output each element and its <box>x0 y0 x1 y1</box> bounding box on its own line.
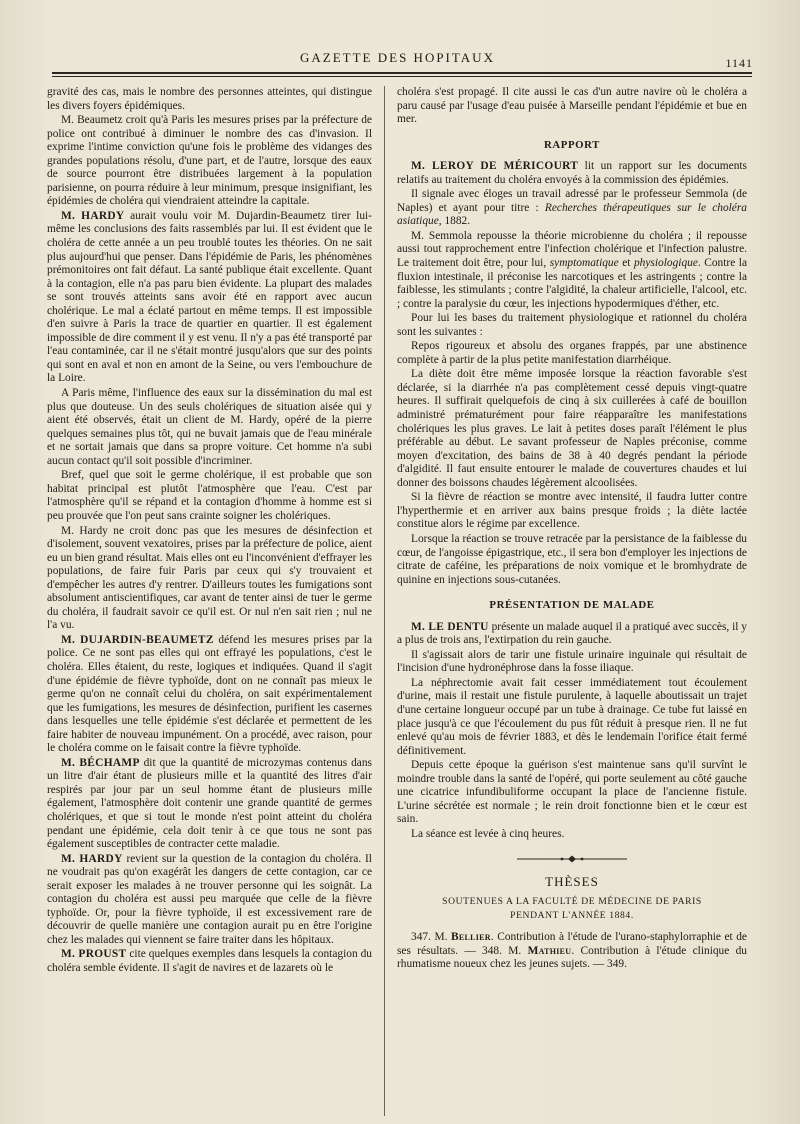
theses-subtitle <box>397 895 747 923</box>
right-column <box>397 86 747 1116</box>
paragraph <box>397 160 747 187</box>
speaker-name: M. LEROY DE MÉRICOURT <box>411 160 579 173</box>
paragraph-text: présente un malade auquel il a pratiqué avec succès, il y a plus de trois ans, l'extirpation du rein gauche. <box>397 620 747 647</box>
paragraph-text: M. Semmola repousse la théorie microbienne du choléra ; il repousse aussi tout rapprochement entre l'infection cholérique et l'infection palustre. Le traitement doit être, pour lui, <box>397 229 747 270</box>
running-title: GAZETTE DES HOPITAUX <box>300 50 495 65</box>
paragraph: Depuis cette époque la guérison s'est maintenue sans qu'il survînt le moindre trouble dans la santé de l'opéré, qui porte seulement au côté gauche une cicatrice infundibuliforme occupant la place de l'ancienne fistule. L'urine sécrétée est normale ; le rein droit fonctionne bien et le cœur est sain. <box>397 759 747 826</box>
speaker-name: M. HARDY <box>61 852 123 865</box>
left-column <box>47 86 372 1116</box>
paragraph: La néphrectomie avait fait cesser immédiatement tout écoulement d'urine, mais il restait une fistule purulente, à laquelle aboutissait un trajet d'une certaine longueur occupé par un tube à drainage. Ce tube fut laissé en place jusqu'à ce que l'écoulement du pus fût réduit à presque rien. Il ne fut enlevé qu'au mois de février 1883, et dès le lendemain l'orifice était fermé définitivement. <box>397 676 747 757</box>
paragraph-text: défend les mesures prises par la police. Ce ne sont pas elles qui ont effrayé les populations, c'est le choléra. Elles étaient, du reste, logiques et indiquées. Quand il s'agit d'une épidémie de fièvre typhoïde, dont on ne connaît pas mieux le germe qu'on ne connaît celui du choléra, on sait expérimentalement que les fumigations, les mesures de désinfection, purifient les casernes dans lesquelles une telle épidémie s'est déclarée et permettent de les faire habiter de nouveau impunément. On a procédé, avec raison, pour le choléra comme on le faisait contre la fièvre typhoïde. <box>47 633 372 755</box>
paragraph: M. Beaumetz croit qu'à Paris les mesures prises par la préfecture de police ont contribué à diminuer le nombre des cas d'invasion. Il exprime l'intime conviction qu'une fois le problème des vidanges des grandes populations résolu, d'une part, et de l'autre, lorsque des eaux de source pourront être distribuées largement à la population parisienne, on pourra réduire à leur minimum, presque insignifiant, les épidémies de choléra qui viendraient atteindre la capitale. <box>47 114 372 208</box>
paragraph-text: 347. M. <box>411 930 448 943</box>
paragraph <box>397 188 747 229</box>
paragraph-text: dit que la quantité de microzymas contenus dans un litre d'air étant de plusieurs mille et la quantité des litres d'air respirés par jour par un seul homme étant de plusieurs mille également, l'atmosphère doit contenir une grande quantité de germes cholériques, et que si tout le monde n'est point atteint du choléra pendant une épidémie, cela doit tenir à ce que tous ne sont pas également susceptibles de contracter cette maladie. <box>47 756 372 851</box>
page-number: 1141 <box>725 56 753 70</box>
paragraph-text: revient sur la question de la contagion du choléra. Il ne voudrait pas qu'on exagérât les dangers de cette contagion, car ce serait exposer les malades à ne trouver personne qui les soignât. La contagion du choléra est aussi peu marquée que celle de la fièvre typhoïde. Or, pour la fièvre typhoïde, il est excessivement rare de découvrir de quelle manière une contagion aurait pu en être l'origine chez les malades qui viennent se faire traiter dans les hôpitaux. <box>47 852 372 946</box>
paragraph: Repos rigoureux et absolu des organes frappés, par une abstinence complète à partir de la plus petite manifestation diarrhéique. <box>397 340 747 366</box>
paragraph: Pour lui les bases du traitement physiologique et rationnel du choléra sont les suivantes : <box>397 312 747 338</box>
paragraph: gravité des cas, mais le nombre des personnes atteintes, qui distingue les divers foyers épidémiques. <box>47 86 372 112</box>
speaker-name: M. LE DENTU <box>411 620 489 633</box>
paragraph: Si la fièvre de réaction se montre avec intensité, il faudra lutter contre l'hyperthermie et en arriver aux bains presque froids ; la diète lactée constitue alors le régime par excellence. <box>397 491 747 531</box>
paragraph <box>397 621 747 648</box>
paragraph <box>397 931 747 972</box>
paragraph-text: Il signale avec éloges un travail adressé par le professeur Semmola (de Naples) et ayant pour titre : <box>397 188 747 214</box>
paragraph: Lorsque la réaction se trouve retracée par la persistance de la faiblesse du cœur, de l'angoisse épigastrique, etc., il sera bon d'employer les injections de citrate de caféine, les préparations de noix vomique et le bromhydrate de quinine en injections sous-cutanées. <box>397 532 747 586</box>
speaker-name: M. PROUST <box>61 948 127 961</box>
paragraph <box>47 757 372 852</box>
speaker-name: M. BÉCHAMP <box>61 756 140 769</box>
author-name: Bellier <box>450 930 491 943</box>
author-name: Mathieu <box>527 944 572 957</box>
paragraph <box>47 210 372 386</box>
paragraph: La séance est levée à cinq heures. <box>411 827 565 840</box>
theses-subtitle-line: PENDANT L'ANNÉE 1884. <box>510 909 634 921</box>
column-divider <box>384 86 385 1116</box>
paragraph <box>47 634 372 756</box>
header-rule <box>52 72 752 74</box>
paragraph-text: aurait voulu voir M. Dujardin-Beaumetz tirer lui-même les conclusions des faits rassemblés par lui. Il est évident que le choléra de cette année a un peu troublé toutes les théories. On ne sait plus aujourd'hui que penser. Dans l'épidémie de Paris, les phénomènes prémonitoires ont fait défaut. La santé publique était excellente. Quant à la contagion, elle n'a pas paru bien évidente. La plupart des malades se sont trouvés atteints sans avoir été en rapport avec aucun cholérique. Le mal a éclaté partout en même temps. Il est impossible d'en suivre à Paris la trace de quartier en quartier. Il est également impossible de dire comment il y est venu. Il n'y a pas été transporté par l'eau contaminée, car il ne s'était montré jusqu'alors que sur des points qui sont en aval et non en amont de la Seine, ou vers l'embouchure de la Loire. <box>47 209 372 385</box>
theses-subtitle-line: SOUTENUES A LA FACULTÉ DE MÉDECINE DE PARIS <box>442 895 702 907</box>
paragraph <box>47 948 372 975</box>
paragraph <box>47 853 372 948</box>
speaker-name: M. HARDY <box>61 209 125 222</box>
ornament-divider <box>517 855 627 863</box>
emphasis: symptomatique <box>549 257 619 270</box>
paragraph: choléra s'est propagé. Il cite aussi le cas d'un autre navire où le choléra a paru causé par l'usage d'eau puisée à Marseille pendant l'épidémie et bue en mer. <box>397 86 747 126</box>
section-title-presentation: PRÉSENTATION DE MALADE <box>489 599 655 612</box>
paragraph-text: . Contribution à l'étude de l'urano-staphylorraphie et de ses résultats. — 348. M. <box>397 930 747 957</box>
paragraph-text: et <box>622 257 631 270</box>
header-rule-thin <box>52 76 752 77</box>
paragraph: A Paris même, l'influence des eaux sur la dissémination du mal est plus que douteuse. Un des seuls cholériques de situation aisée qui y aient été observés, était un client de M. Hardy, opéré de la pierre quelques semaines plus tôt, qui ne buvait jamais que de l'eau minérale et ne sortait jamais que dans sa propre voiture. Cet homme n'a subi aucun contact qu'il soit possible d'incriminer. <box>47 387 372 467</box>
paragraph-text: cite quelques exemples dans lesquels la contagion du choléra semble évidente. Il s'agit de navires et de lazarets où le <box>47 948 372 974</box>
paragraph: La diète doit être même imposée lorsque la réaction favorable s'est déclarée, si la diarrhée n'a pas complètement cessé depuis vingt-quatre heures. Il suffirait quelquefois de cinq à six cuillerées à café de bouillon administré prématurément pour faire réapparaître les manifestations cholériques les plus graves. Le lait à petites doses paraît l'élément le plus préférable au début. Le savant professeur de Naples préconise, comme moyen d'excitation, des bains de 38 à 40 degrés pendant la période d'algidité. Il faut ensuite entourer le malade de couvertures chaudes et lui donner des boissons chaudes légèrement alcoolisées. <box>397 368 747 489</box>
speaker-name: M. DUJARDIN-BEAUMETZ <box>61 633 214 646</box>
page-header <box>40 44 755 74</box>
section-title-rapport: RAPPORT <box>543 138 600 151</box>
paragraph: M. Hardy ne croit donc pas que les mesures de désinfection et d'isolement, souvent vexatoires, prises par la préfecture de police, aient eu un bien grand résultat. Mais elles ont eu l'inconvénient d'effrayer les populations, de faire fuir Paris par ceux qui s'y trouvaient et d'empêcher les autres d'y rentrer. D'ailleurs toutes les fumigations sont absolument antiscientifiques, car avant de tenter ainsi de tuer le germe du choléra, il faudrait savoir ce qu'il est. Or nul n'en sait rien ; nul ne l'a vu. <box>47 524 372 632</box>
section-title-theses: THÈSES <box>545 874 599 890</box>
paragraph-text: . Contribution à l'étude clinique du rhumatisme noueux chez les jeunes sujets. — 349. <box>397 944 747 971</box>
paragraph-text: . Contre la fluxion intestinale, il préconise les narcotiques et les astringents ; contre la faiblesse, les stimulants ; contre l'algidité, la chaleur artificielle, l'alcool, etc. ; contre la paralysie du cœur, les injections hypodermiques d'éther, etc. <box>397 257 747 310</box>
paragraph: Bref, quel que soit le germe cholérique, il est probable que son habitat principal est plutôt l'atmosphère que l'eau. C'est par l'atmosphère qu'il se répand et la contagion d'homme à homme est si peu prouvée que l'on peut sans crainte soigner les cholériques. <box>47 469 372 522</box>
paragraph: Il s'agissait alors de tarir une fistule urinaire inguinale qui résultait de l'incision d'une hydronéphrose dans la fosse iliaque. <box>397 648 747 675</box>
paragraph <box>397 230 747 311</box>
paragraph-text: , 1882. <box>438 215 471 228</box>
emphasis: physiologique <box>633 257 698 270</box>
paragraph-text: lit un rapport sur les documents relatifs au traitement du choléra envoyés à la commission des épidémies. <box>397 160 747 186</box>
work-title: Recherches thérapeutiques sur le choléra asiatique <box>397 201 747 228</box>
